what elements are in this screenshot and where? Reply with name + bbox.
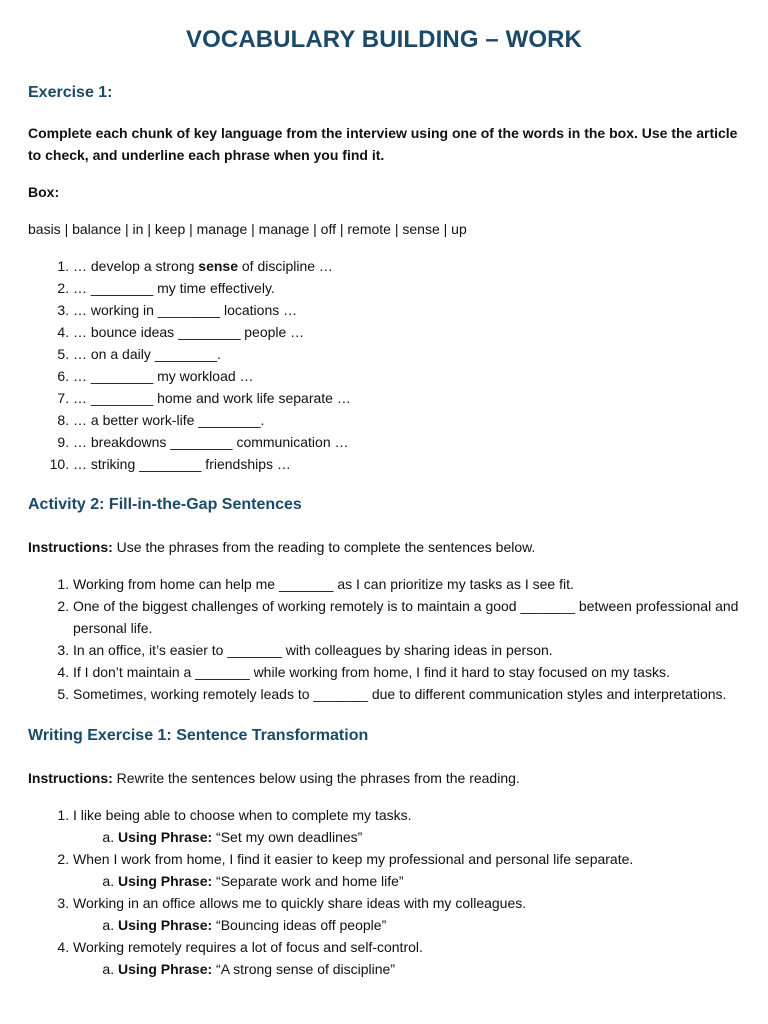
activity2-item: 2. One of the biggest challenges of working remotely is to maintain a good _______ between professional and personal life. <box>73 595 740 639</box>
exercise1-item: 5. … on a daily ________. <box>73 343 740 365</box>
activity2-item: 5. Sometimes, working remotely leads to _______ due to different communication styles and interpretations. <box>73 683 740 705</box>
writing1-item <box>73 892 740 936</box>
exercise1-instructions: Complete each chunk of key language from the interview using one of the words in the box. Use the article to check, and underline each phrase when you find it. <box>28 125 738 163</box>
writing1-sublist <box>73 958 740 980</box>
writing1-item <box>73 936 740 980</box>
exercise1-list <box>28 255 740 475</box>
exercise1-item: 1. … develop a strong sense of discipline … <box>73 255 740 277</box>
writing1-instructions: Instructions: Rewrite the sentences below using the phrases from the reading. <box>28 770 520 786</box>
activity2-instructions: Instructions: Use the phrases from the reading to complete the sentences below. <box>28 539 536 555</box>
activity2-item: 4. If I don’t maintain a _______ while working from home, I find it hard to stay focused on my tasks. <box>73 661 740 683</box>
exercise1-item: 9. … breakdowns ________ communication … <box>73 431 740 453</box>
writing1-sublist <box>73 826 740 848</box>
activity2-list <box>28 573 740 705</box>
writing1-sentence: Working in an office allows me to quickly share ideas with my colleagues. <box>73 895 527 911</box>
writing1-sublist <box>73 914 740 936</box>
box-label: Box: <box>28 184 60 200</box>
writing1-phrase: a. Using Phrase: “A strong sense of discipline” <box>118 958 740 980</box>
writing1-phrase: a. Using Phrase: “Separate work and home life” <box>118 870 740 892</box>
exercise1-item: 3. … working in ________ locations … <box>73 299 740 321</box>
writing1-heading: Writing Exercise 1: Sentence Transformation <box>28 727 369 744</box>
exercise1-heading: Exercise 1: <box>28 84 113 101</box>
exercise1-item: 7. … ________ home and work life separate … <box>73 387 740 409</box>
exercise1-item: 2. … ________ my time effectively. <box>73 277 740 299</box>
writing1-phrase: a. Using Phrase: “Bouncing ideas off people” <box>118 914 740 936</box>
writing1-phrase: a. Using Phrase: “Set my own deadlines” <box>118 826 740 848</box>
activity2-item: 1. Working from home can help me _______ as I can prioritize my tasks as I see fit. <box>73 573 740 595</box>
writing1-sentence: I like being able to choose when to complete my tasks. <box>73 807 412 823</box>
writing1-item <box>73 848 740 892</box>
writing1-sublist <box>73 870 740 892</box>
writing1-item <box>73 804 740 848</box>
activity2-item: 3. In an office, it’s easier to _______ with colleagues by sharing ideas in person. <box>73 639 740 661</box>
writing1-list <box>28 804 740 980</box>
writing1-sentence: Working remotely requires a lot of focus and self-control. <box>73 939 423 955</box>
box-words: basis | balance | in | keep | manage | manage | off | remote | sense | up <box>28 221 467 237</box>
page-title: VOCABULARY BUILDING – WORK <box>186 26 582 53</box>
exercise1-item: 10. … striking ________ friendships … <box>73 453 740 475</box>
activity2-heading: Activity 2: Fill-in-the-Gap Sentences <box>28 496 302 513</box>
exercise1-item: 6. … ________ my workload … <box>73 365 740 387</box>
exercise1-item: 4. … bounce ideas ________ people … <box>73 321 740 343</box>
writing1-sentence: When I work from home, I find it easier to keep my professional and personal life separate. <box>73 851 634 867</box>
exercise1-item: 8. … a better work-life ________. <box>73 409 740 431</box>
